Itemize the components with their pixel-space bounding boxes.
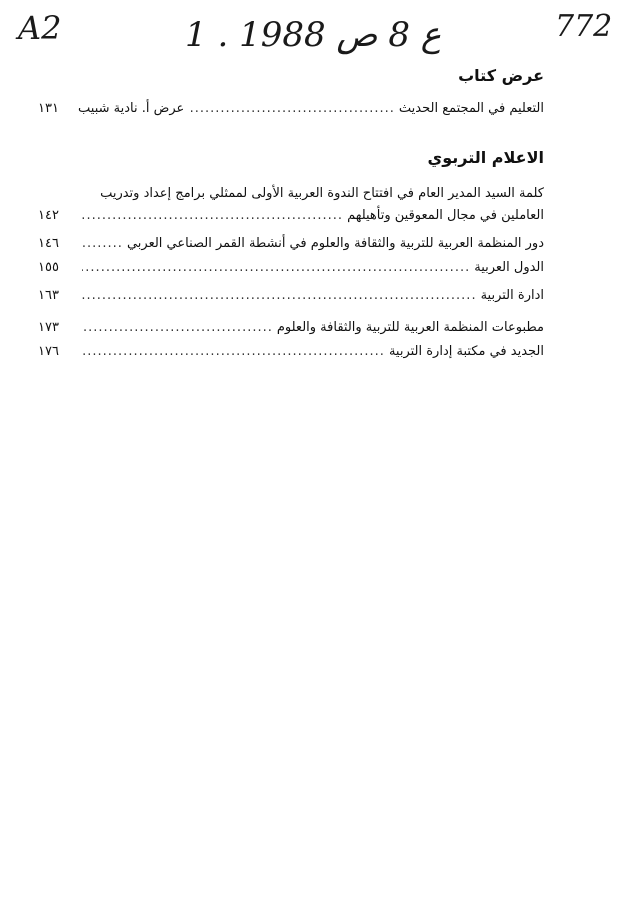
section-title-educational-media: الاعلام التربوي — [427, 148, 544, 167]
toc-entry — [38, 260, 544, 276]
entry-title: دور المنظمة العربية للتربية والثقافة والعلوم في أنشطة القمر الصناعي العربي — [126, 236, 544, 251]
page-number: ١٤٢ — [38, 208, 59, 223]
entry-title: الجديد في مكتبة إدارة التربية — [388, 344, 544, 359]
toc-entry — [38, 344, 544, 360]
toc-entry — [38, 186, 544, 224]
handwritten-number: 772 — [555, 9, 613, 44]
page-number: ١٤٦ — [38, 236, 59, 251]
toc-entry — [38, 320, 544, 336]
dot-leader — [82, 288, 477, 304]
entry-title: العاملين في مجال المعوقين وتأهيلهم — [347, 208, 544, 223]
page-number: ١٧٣ — [38, 320, 59, 335]
toc-entry — [38, 101, 544, 117]
entry-title: ادارة التربية — [480, 288, 544, 303]
section-title-book-review: عرض كتاب — [458, 66, 544, 85]
entry-reviewer: عرض أ. نادية شبيب — [78, 101, 185, 116]
handwritten-issue-note: 1 . ع 8 ص 1988 — [185, 15, 442, 55]
dot-leader — [82, 208, 343, 224]
dot-leader — [82, 260, 470, 276]
entry-title: الدول العربية — [474, 260, 544, 275]
toc-entry — [38, 236, 544, 252]
handwritten-code: A2 — [18, 9, 62, 47]
page-number: ١٣١ — [38, 101, 59, 116]
entry-title: التعليم في المجتمع الحديث — [398, 101, 544, 116]
page-number: ١٦٣ — [38, 288, 59, 303]
page-number: ١٧٦ — [38, 344, 59, 359]
dot-leader — [82, 236, 123, 252]
toc-entry — [38, 288, 544, 304]
page-number: ١٥٥ — [38, 260, 59, 275]
entry-title: مطبوعات المنظمة العربية للتربية والثقافة والعلوم — [276, 320, 544, 335]
entry-title-line1: كلمة السيد المدير العام في افتتاح الندوة العربية الأولى لممثلي برامج إعداد وتدريب — [100, 186, 544, 201]
dot-leader — [82, 320, 273, 336]
dot-leader — [188, 101, 395, 117]
dot-leader — [82, 344, 385, 360]
